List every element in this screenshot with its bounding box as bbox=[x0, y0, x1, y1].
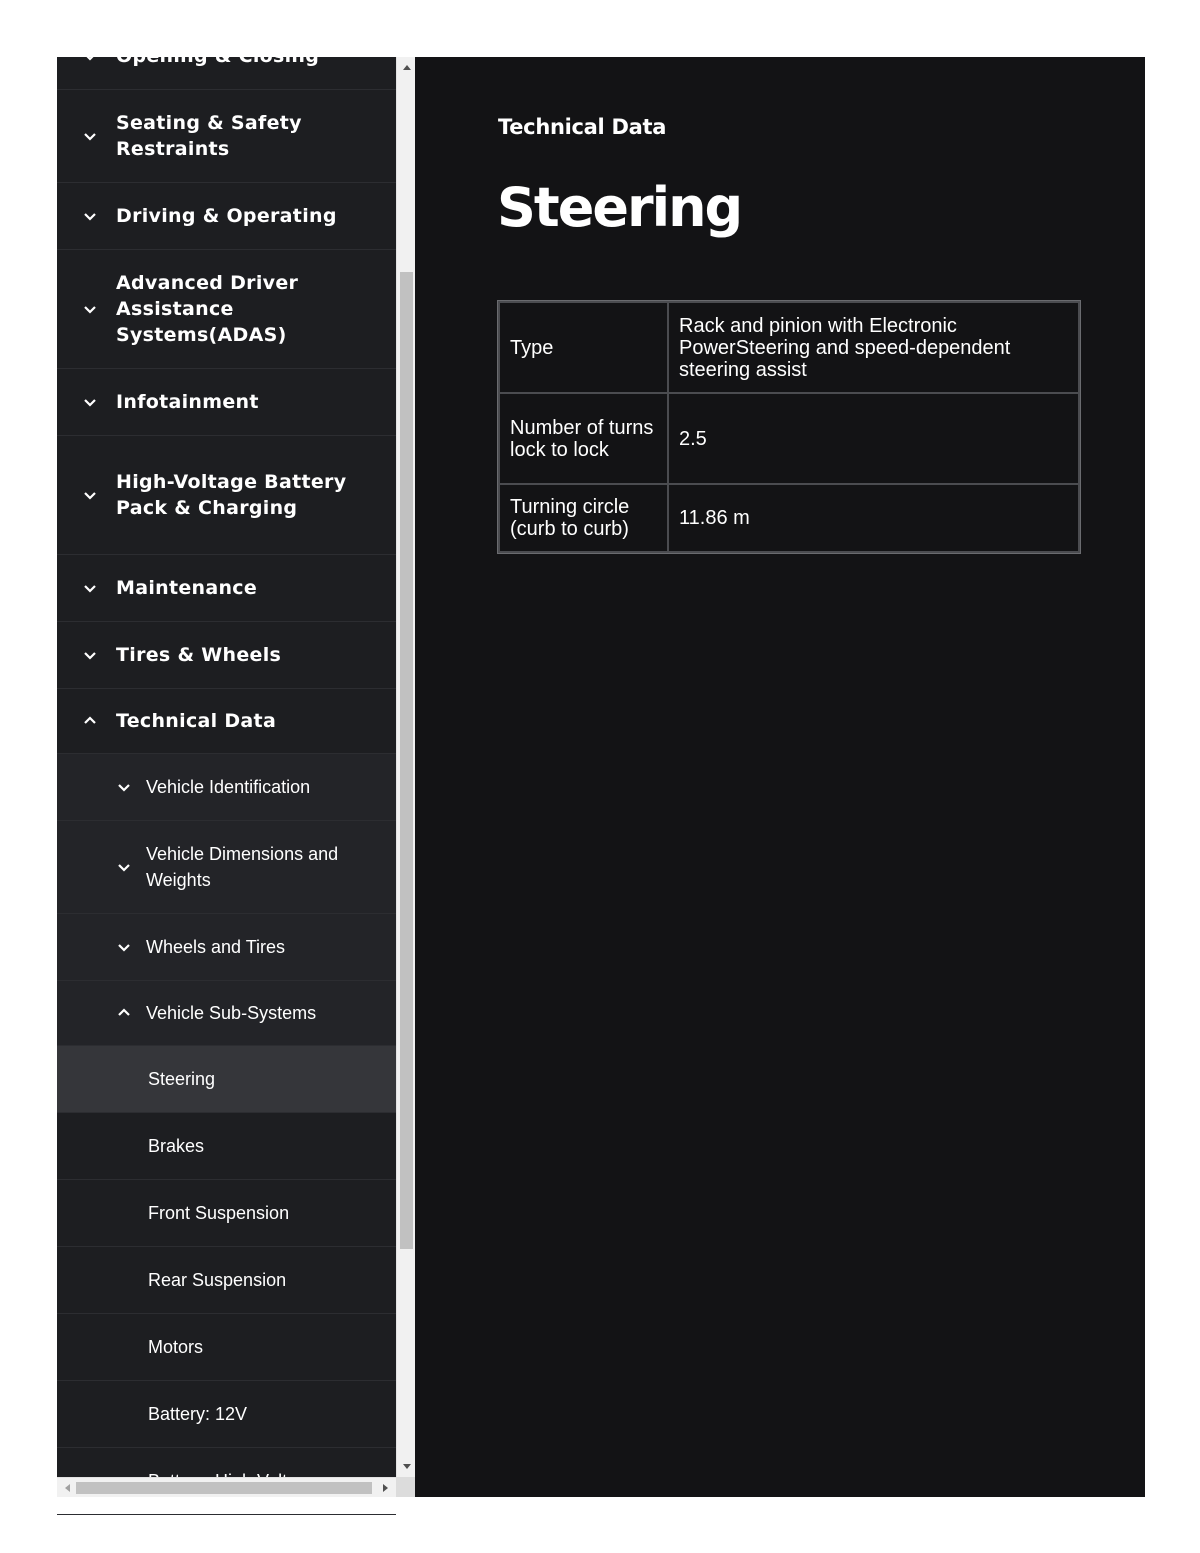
sidebar-item-label: Maintenance bbox=[116, 577, 258, 599]
page-title: Steering bbox=[497, 176, 742, 239]
sidebar-item-battery-12v[interactable] bbox=[57, 1381, 396, 1448]
vertical-scrollbar[interactable] bbox=[396, 57, 415, 1477]
scroll-up-button[interactable] bbox=[398, 58, 415, 75]
chevron-down-icon bbox=[82, 48, 98, 64]
breadcrumb[interactable]: Technical Data bbox=[498, 115, 667, 139]
spec-table bbox=[498, 301, 1080, 553]
sidebar-item-vehicle-identification[interactable] bbox=[57, 754, 396, 821]
sidebar-item-tires-wheels[interactable] bbox=[57, 622, 396, 689]
scroll-right-button[interactable] bbox=[377, 1479, 394, 1496]
sidebar-item-label: Motors bbox=[148, 1337, 204, 1357]
sidebar-item-high-voltage-battery[interactable] bbox=[57, 436, 396, 555]
sidebar-item-adas[interactable] bbox=[57, 250, 396, 369]
sidebar-item-front-suspension[interactable] bbox=[57, 1180, 396, 1247]
sidebar-item-label: Steering bbox=[148, 1069, 216, 1089]
sidebar-item-steering[interactable] bbox=[57, 1046, 396, 1113]
triangle-up-icon bbox=[403, 64, 411, 70]
sidebar-item-infotainment[interactable] bbox=[57, 369, 396, 436]
triangle-left-icon bbox=[64, 1484, 70, 1492]
vertical-scrollbar-thumb[interactable] bbox=[400, 272, 413, 1249]
sidebar-item-label: Front Suspension bbox=[148, 1203, 290, 1223]
chevron-down-icon bbox=[82, 647, 98, 663]
sidebar-item-label: Vehicle Sub-Systems bbox=[146, 1003, 317, 1023]
sidebar-item-seating-safety[interactable] bbox=[57, 90, 396, 183]
sidebar-item-label: Vehicle Identification bbox=[146, 777, 311, 797]
chevron-down-icon bbox=[82, 580, 98, 596]
scroll-down-button[interactable] bbox=[398, 1458, 415, 1475]
table-row bbox=[499, 484, 1079, 552]
sidebar-item-rear-suspension[interactable] bbox=[57, 1247, 396, 1314]
sidebar-item-label: Advanced Driver Assistance Systems(ADAS) bbox=[116, 272, 299, 346]
sidebar-item-vehicle-sub-systems[interactable] bbox=[57, 981, 396, 1046]
chevron-down-icon bbox=[82, 301, 98, 317]
chevron-down-icon bbox=[82, 394, 98, 410]
table-row bbox=[499, 393, 1079, 484]
table-cell-key: Number of turns lock to lock bbox=[499, 393, 668, 484]
table-cell-value: 2.5 bbox=[668, 393, 1079, 484]
scrollbar-corner bbox=[396, 1477, 415, 1497]
horizontal-scrollbar[interactable] bbox=[57, 1477, 396, 1497]
triangle-right-icon bbox=[383, 1484, 389, 1492]
sidebar-item-wheels-and-tires[interactable] bbox=[57, 914, 396, 981]
sidebar-item-label: Wheels and Tires bbox=[146, 937, 286, 957]
sidebar-item-brakes[interactable] bbox=[57, 1113, 396, 1180]
sidebar-scroll-area[interactable] bbox=[57, 45, 396, 1477]
chevron-up-icon bbox=[116, 1005, 132, 1021]
sidebar-item-label: Vehicle Dimensions and Weights bbox=[146, 844, 339, 890]
table-cell-value: Rack and pinion with Electronic PowerSteering and speed-dependent steering assist bbox=[668, 302, 1079, 393]
sidebar-item-vehicle-dimensions[interactable] bbox=[57, 821, 396, 914]
chevron-down-icon bbox=[116, 939, 132, 955]
sidebar-item-label: Opening & Closing bbox=[116, 45, 320, 67]
horizontal-scrollbar-thumb[interactable] bbox=[76, 1482, 372, 1494]
sidebar-item-label: Seating & Safety Restraints bbox=[116, 112, 302, 160]
table-row bbox=[499, 302, 1079, 393]
table-cell-value: 11.86 m bbox=[668, 484, 1079, 552]
sidebar-item-label: Battery: 12V bbox=[148, 1404, 248, 1424]
table-cell-key: Type bbox=[499, 302, 668, 393]
chevron-down-icon bbox=[82, 128, 98, 144]
sidebar-item-opening-closing[interactable] bbox=[57, 23, 396, 90]
triangle-down-icon bbox=[403, 1464, 411, 1470]
sidebar-item-label: Driving & Operating bbox=[116, 205, 337, 227]
sidebar-item-label: Rear Suspension bbox=[148, 1270, 287, 1290]
sidebar-item-label: Technical Data bbox=[116, 710, 277, 732]
sidebar-item-label: High-Voltage Battery Pack & Charging bbox=[116, 471, 347, 519]
sidebar-item-label: Tires & Wheels bbox=[116, 644, 282, 666]
main-content bbox=[415, 57, 1145, 1497]
sidebar-nav bbox=[57, 45, 415, 1497]
chevron-down-icon bbox=[82, 487, 98, 503]
table-cell-key: Turning circle (curb to curb) bbox=[499, 484, 668, 552]
sidebar-item-label: Infotainment bbox=[116, 391, 259, 413]
sidebar-item-maintenance[interactable] bbox=[57, 555, 396, 622]
chevron-down-icon bbox=[82, 208, 98, 224]
sidebar-item-motors[interactable] bbox=[57, 1314, 396, 1381]
sidebar-item-driving-operating[interactable] bbox=[57, 183, 396, 250]
sidebar-item-label: Brakes bbox=[148, 1136, 205, 1156]
chevron-up-icon bbox=[82, 713, 98, 729]
scroll-left-button[interactable] bbox=[58, 1479, 75, 1496]
sidebar-item-technical-data[interactable] bbox=[57, 689, 396, 754]
chevron-down-icon bbox=[116, 779, 132, 795]
chevron-down-icon bbox=[116, 859, 132, 875]
